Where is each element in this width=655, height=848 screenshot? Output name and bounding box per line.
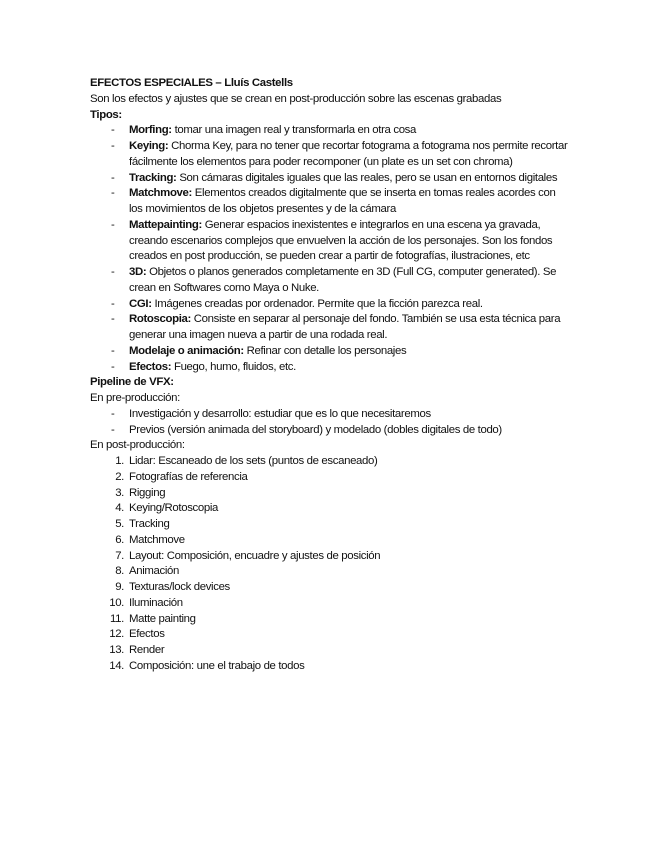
dash-marker: - [111, 187, 115, 200]
term-description: Objetos o planos generados completamente en 3D (Full CG, computer generated). Se crean en Softwares como Maya o Nuke. [129, 266, 557, 294]
list-item [90, 423, 570, 439]
document-title: EFECTOS ESPECIALES – Lluís Castells [90, 77, 293, 89]
term-label: Efectos: [129, 360, 172, 373]
list-item [90, 123, 570, 139]
preproduccion-list [90, 407, 570, 439]
list-number: 9. [115, 581, 124, 593]
list-item-text: Keying/Rotoscopia [129, 502, 219, 515]
list-item [90, 454, 570, 470]
list-number: 6. [115, 533, 124, 546]
list-item-text: Animación [129, 565, 180, 578]
list-item [90, 297, 570, 313]
term-label: 3D: [129, 266, 147, 278]
list-number: 3. [115, 486, 124, 499]
term-description: Chorma Key, para no tener que recortar fotograma a fotograma nos permite recortar fácilmente los elementos para poder recomponer (un plate es un set con chroma) [129, 140, 568, 168]
dash-marker: - [111, 360, 115, 373]
list-item [90, 407, 570, 423]
list-item-text: Lidar: Escaneado de los sets (puntos de escaneado) [129, 455, 378, 467]
list-item [90, 171, 570, 187]
term-description: Fuego, humo, fluidos, etc. [171, 360, 296, 373]
preproduccion-label: En pre-producción: [90, 392, 180, 404]
dash-marker: - [111, 297, 115, 310]
list-number: 10. [109, 596, 124, 609]
term-label: Mattepainting: [129, 218, 202, 231]
dash-marker: - [111, 171, 115, 184]
list-item [90, 501, 570, 517]
list-item [90, 139, 570, 171]
list-item-text: Rigging [129, 486, 166, 499]
list-item [90, 596, 570, 612]
dash-marker: - [111, 266, 115, 278]
dash-marker: - [111, 423, 115, 436]
document-page [90, 76, 570, 675]
term-label: Tracking: [129, 171, 177, 184]
list-number: 2. [115, 470, 124, 483]
list-item [90, 360, 570, 376]
list-item [90, 643, 570, 659]
list-item [90, 612, 570, 628]
list-item [90, 344, 570, 360]
list-number: 5. [115, 518, 124, 530]
list-item-text: Investigación y desarrollo: estudiar que es lo que necesitaremos [129, 407, 431, 420]
list-item [90, 486, 570, 502]
term-description: Elementos creados digitalmente que se inserta en tomas reales acordes con los movimientos de los objetos presentes y de la cámara [129, 187, 556, 215]
term-label: CGI: [129, 297, 152, 310]
list-item-text: Fotografías de referencia [129, 470, 248, 483]
term-description: Generar espacios inexistentes e integrarlos en una escena ya gravada, creando escenarios complejos que envuelven la acción de los personajes. Son los fondos creados en post producción, se pueden crear a partir de fotografías, ilustraciones, etc [129, 218, 553, 263]
list-item-text: Previos (versión animada del storyboard) y modelado (dobles digitales de todo) [129, 423, 502, 436]
list-item [90, 186, 570, 218]
term-description: tomar una imagen real y transformarla en otra cosa [171, 124, 417, 137]
list-item [90, 627, 570, 643]
list-item-text: Texturas/lock devices [129, 581, 230, 593]
list-item [90, 312, 570, 344]
term-label: Modelaje o animación: [129, 344, 244, 357]
list-item [90, 549, 570, 565]
intro-paragraph: Son los efectos y ajustes que se crean en post-producción sobre las escenas grabadas [90, 92, 502, 105]
list-item-text: Render [129, 644, 165, 656]
list-number: 1. [115, 455, 124, 467]
pipeline-heading: Pipeline de VFX: [90, 376, 174, 389]
list-item [90, 470, 570, 486]
term-description: Imágenes creadas por ordenador. Permite que la ficción parezca real. [151, 297, 483, 310]
list-item [90, 265, 570, 297]
dash-marker: - [111, 344, 115, 357]
list-number: 8. [115, 565, 124, 578]
list-number: 14. [109, 659, 124, 672]
list-item [90, 218, 570, 265]
term-label: Rotoscopia: [129, 313, 191, 326]
term-description: Consiste en separar al personaje del fondo. También se usa esta técnica para generar una imagen nueva a partir de una rodada real. [129, 313, 561, 341]
list-item [90, 659, 570, 675]
list-item [90, 517, 570, 533]
list-item-text: Matchmove [129, 533, 185, 546]
term-description: Son cámaras digitales iguales que las reales, pero se usan en entornos digitales [176, 171, 558, 184]
list-item-text: Iluminación [129, 596, 183, 609]
term-label: Morfing: [129, 124, 172, 137]
list-item-text: Efectos [129, 628, 165, 641]
list-item [90, 533, 570, 549]
list-item [90, 580, 570, 596]
postproduccion-label: En post-producción: [90, 439, 185, 452]
list-item-text: Matte painting [129, 612, 196, 625]
list-item-text: Tracking [129, 518, 170, 530]
dash-marker: - [111, 313, 115, 326]
tipos-list [90, 123, 570, 375]
list-item-text: Composición: une el trabajo de todos [129, 659, 305, 672]
tipos-heading: Tipos: [90, 108, 122, 121]
term-label: Matchmove: [129, 187, 192, 200]
list-number: 13. [109, 644, 124, 656]
list-item [90, 564, 570, 580]
dash-marker: - [111, 407, 115, 420]
dash-marker: - [111, 124, 115, 137]
list-number: 7. [115, 549, 124, 562]
list-number: 11. [110, 612, 124, 625]
postproduccion-list [90, 454, 570, 675]
dash-marker: - [111, 218, 115, 231]
list-number: 4. [115, 502, 124, 515]
term-label: Keying: [129, 140, 169, 152]
dash-marker: - [111, 140, 115, 152]
list-number: 12. [109, 628, 124, 641]
list-item-text: Layout: Composición, encuadre y ajustes de posición [129, 549, 381, 562]
term-description: Refinar con detalle los personajes [243, 344, 407, 357]
